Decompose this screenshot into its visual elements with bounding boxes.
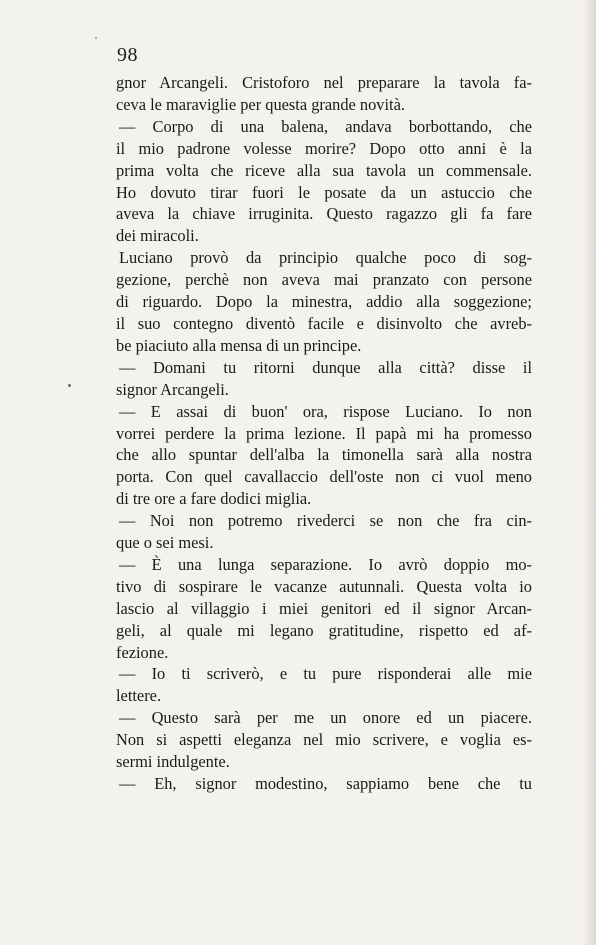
text-line: di riguardo. Dopo la minestra, addio alla soggezione; [116, 292, 532, 312]
page-number: 98 [117, 44, 138, 66]
text-line: gezione, perchè non aveva mai pranzato con persone [116, 270, 532, 290]
text-line: — E assai di buon' ora, rispose Luciano. Io non [119, 401, 532, 421]
text-line: — Noi non potremo rivederci se non che fra cin- [119, 511, 532, 531]
text-line: che allo spuntar dell'alba la timonella sarà alla nostra [116, 445, 532, 465]
page-text [116, 72, 532, 795]
text-line: Non si aspetti eleganza nel mio scrivere, e voglia es- [116, 730, 532, 750]
text-line: be piaciuto alla mensa di un principe. [116, 335, 362, 355]
text-line: di tre ore a fare dodici miglia. [116, 489, 312, 509]
text-line: il suo contegno diventò facile e disinvolto che avreb- [116, 313, 532, 333]
text-line: — Io ti scriverò, e tu pure risponderai alle mie [119, 664, 532, 684]
text-line: Ho dovuto tirar fuori le posate da un astuccio che [116, 182, 532, 202]
text-line: fezione. [116, 642, 169, 662]
text-line: signor Arcangeli. [116, 379, 229, 399]
text-line: il mio padrone volesse morire? Dopo otto anni è la [116, 138, 532, 158]
text-line: — Questo sarà per me un onore ed un piacere. [119, 708, 532, 728]
text-line: sermi indulgente. [116, 752, 230, 772]
text-line: lascio al villaggio i miei genitori ed il signor Arcan- [116, 598, 532, 618]
text-line: geli, al quale mi legano gratitudine, rispetto ed af- [116, 620, 532, 640]
text-line: prima volta che riceve alla sua tavola un commensale. [116, 160, 532, 180]
text-line: — Domani tu ritorni dunque alla città? disse il [119, 357, 532, 377]
page-edge-shadow [582, 0, 596, 945]
paper-speck [95, 37, 97, 39]
text-line: — Eh, signor modestino, sappiamo bene che tu [119, 774, 532, 793]
text-line: porta. Con quel cavallaccio dell'oste non ci vuol meno [116, 467, 532, 487]
text-line: — È una lunga separazione. Io avrò doppio mo- [119, 554, 532, 574]
text-line: que o sei mesi. [116, 533, 214, 553]
text-line: aveva la chiave irruginita. Questo ragazzo gli fa fare [116, 204, 532, 224]
text-line: — Corpo di una balena, andava borbottando, che [119, 116, 532, 136]
text-line: ceva le maraviglie per questa grande novità. [116, 94, 405, 114]
text-line: tivo di sospirare le vacanze autunnali. Questa volta io [116, 576, 532, 596]
text-line: dei miracoli. [116, 226, 199, 246]
text-line: gnor Arcangeli. Cristoforo nel preparare la tavola fa- [116, 73, 532, 92]
text-line: lettere. [116, 686, 162, 706]
text-line: Luciano provò da principio qualche poco di sog- [119, 248, 532, 268]
text-line: vorrei perdere la prima lezione. Il papà mi ha promesso [116, 423, 532, 443]
paper-speck [68, 384, 71, 387]
